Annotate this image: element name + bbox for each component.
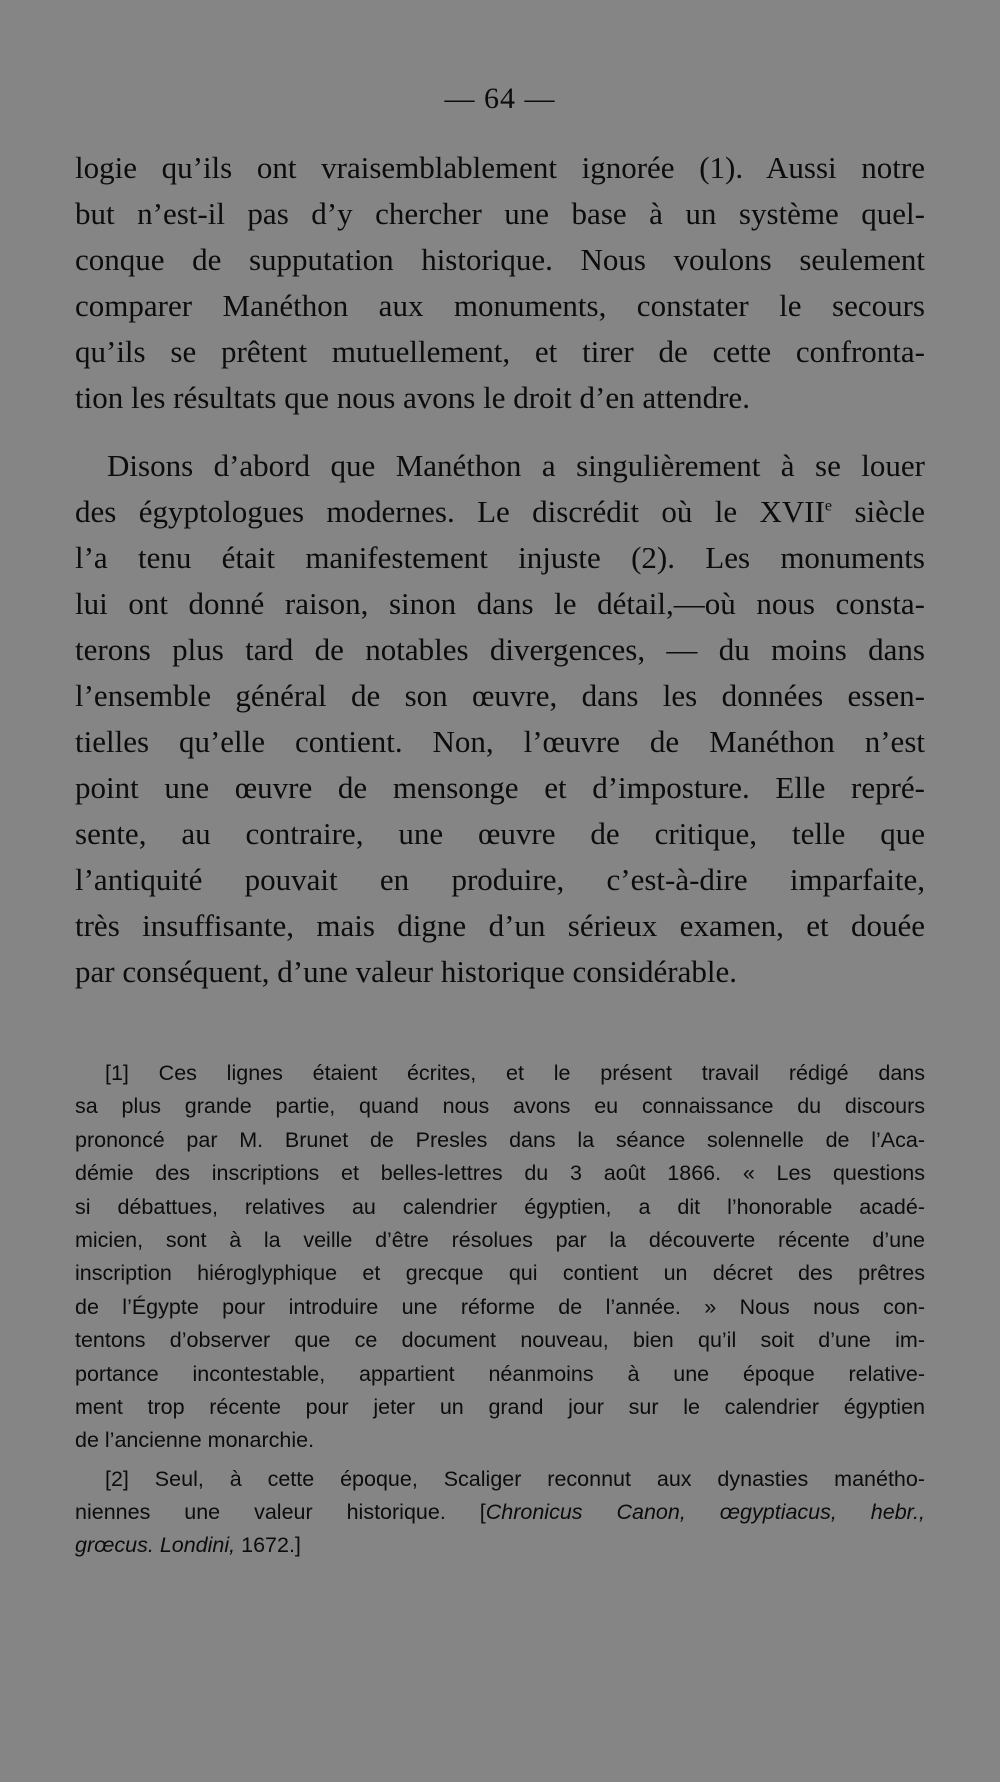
footnote-line: sa plus grande partie, quand nous avons eu connaissance du discours xyxy=(75,1094,925,1119)
text-line: par conséquent, d’une valeur historique considérable. xyxy=(75,954,737,989)
footnote-1 xyxy=(75,1057,925,1458)
text-line: but n’est-il pas d’y chercher une base à un système quel- xyxy=(75,196,925,231)
text-line: tion les résultats que nous avons le droit d’en attendre. xyxy=(75,380,750,415)
text-segment: des égyptologues modernes. Le discrédit où le XVII xyxy=(75,494,825,529)
citation-title: Chronicus Canon, œgyptiacus, hebr., xyxy=(485,1500,925,1525)
footnote-2 xyxy=(75,1463,925,1563)
footnote-line: prononcé par M. Brunet de Presles dans la séance solennelle de l’Aca- xyxy=(75,1127,925,1152)
footnote-line xyxy=(75,1529,925,1562)
text-line: tielles qu’elle contient. Non, l’œuvre de Manéthon n’est xyxy=(75,724,925,759)
footnote-line: démie des inscriptions et belles-lettres du 3 août 1866. « Les questions xyxy=(75,1161,925,1186)
text-line: sente, au contraire, une œuvre de critique, telle que xyxy=(75,816,925,851)
paragraph-1 xyxy=(75,145,925,421)
footnote-line: inscription hiéroglyphique et grecque qui contient un décret des prêtres xyxy=(75,1261,925,1286)
footnote-segment: niennes une valeur historique. [ xyxy=(75,1500,486,1525)
footnote-line: [2] Seul, à cette époque, Scaliger reconnut aux dynasties manétho- xyxy=(105,1466,925,1491)
footnote-line: micien, sont à la veille d’être résolues par la découverte récente d’une xyxy=(75,1227,925,1252)
text-line: très insuffisante, mais digne d’un sérieux examen, et douée xyxy=(75,908,925,943)
footnote-line xyxy=(75,1496,925,1529)
text-line xyxy=(75,489,925,535)
text-line: l’ensemble général de son œuvre, dans les données essen- xyxy=(75,678,925,713)
text-line: conque de supputation historique. Nous voulons seulement xyxy=(75,242,925,277)
text-line: qu’ils se prêtent mutuellement, et tirer de cette confronta- xyxy=(75,334,925,369)
footnote-line: si débattues, relatives au calendrier égyptien, a dit l’honorable acadé- xyxy=(75,1194,925,1219)
paragraph-2 xyxy=(75,443,925,995)
text-line: l’a tenu était manifestement injuste (2). Les monuments xyxy=(75,540,925,575)
footnotes xyxy=(75,1057,925,1563)
text-segment: siècle xyxy=(854,494,926,529)
text-line: Disons d’abord que Manéthon a singulièrement à se louer xyxy=(107,448,925,483)
page-number: — 64 — xyxy=(444,82,556,115)
footnote-line: portance incontestable, appartient néanmoins à une époque relative- xyxy=(75,1361,925,1386)
footnote-line: de l’Égypte pour introduire une réforme de l’année. » Nous nous con- xyxy=(75,1294,925,1319)
text-line: terons plus tard de notables divergences, — du moins dans xyxy=(75,632,925,667)
text-line: l’antiquité pouvait en produire, c’est-à-dire imparfaite, xyxy=(75,862,925,897)
superscript: e xyxy=(824,497,833,515)
citation-year: 1672.] xyxy=(235,1533,301,1558)
main-text xyxy=(75,145,925,995)
footnote-line: [1] Ces lignes étaient écrites, et le présent travail rédigé dans xyxy=(105,1061,925,1085)
text-line: lui ont donné raison, sinon dans le détail,—où nous consta- xyxy=(75,586,925,621)
text-line: point une œuvre de mensonge et d’imposture. Elle repré- xyxy=(75,770,925,805)
footnote-line: de l’ancienne monarchie. xyxy=(75,1428,315,1453)
citation-place: grœcus. Londini, xyxy=(75,1533,236,1558)
text-line: logie qu’ils ont vraisemblablement ignorée (1). Aussi notre xyxy=(75,150,925,185)
footnote-line: tentons d’observer que ce document nouveau, bien qu’il soit d’une im- xyxy=(75,1328,925,1353)
text-line: comparer Manéthon aux monuments, constater le secours xyxy=(75,288,925,323)
footnote-line: ment trop récente pour jeter un grand jour sur le calendrier égyptien xyxy=(75,1394,925,1419)
